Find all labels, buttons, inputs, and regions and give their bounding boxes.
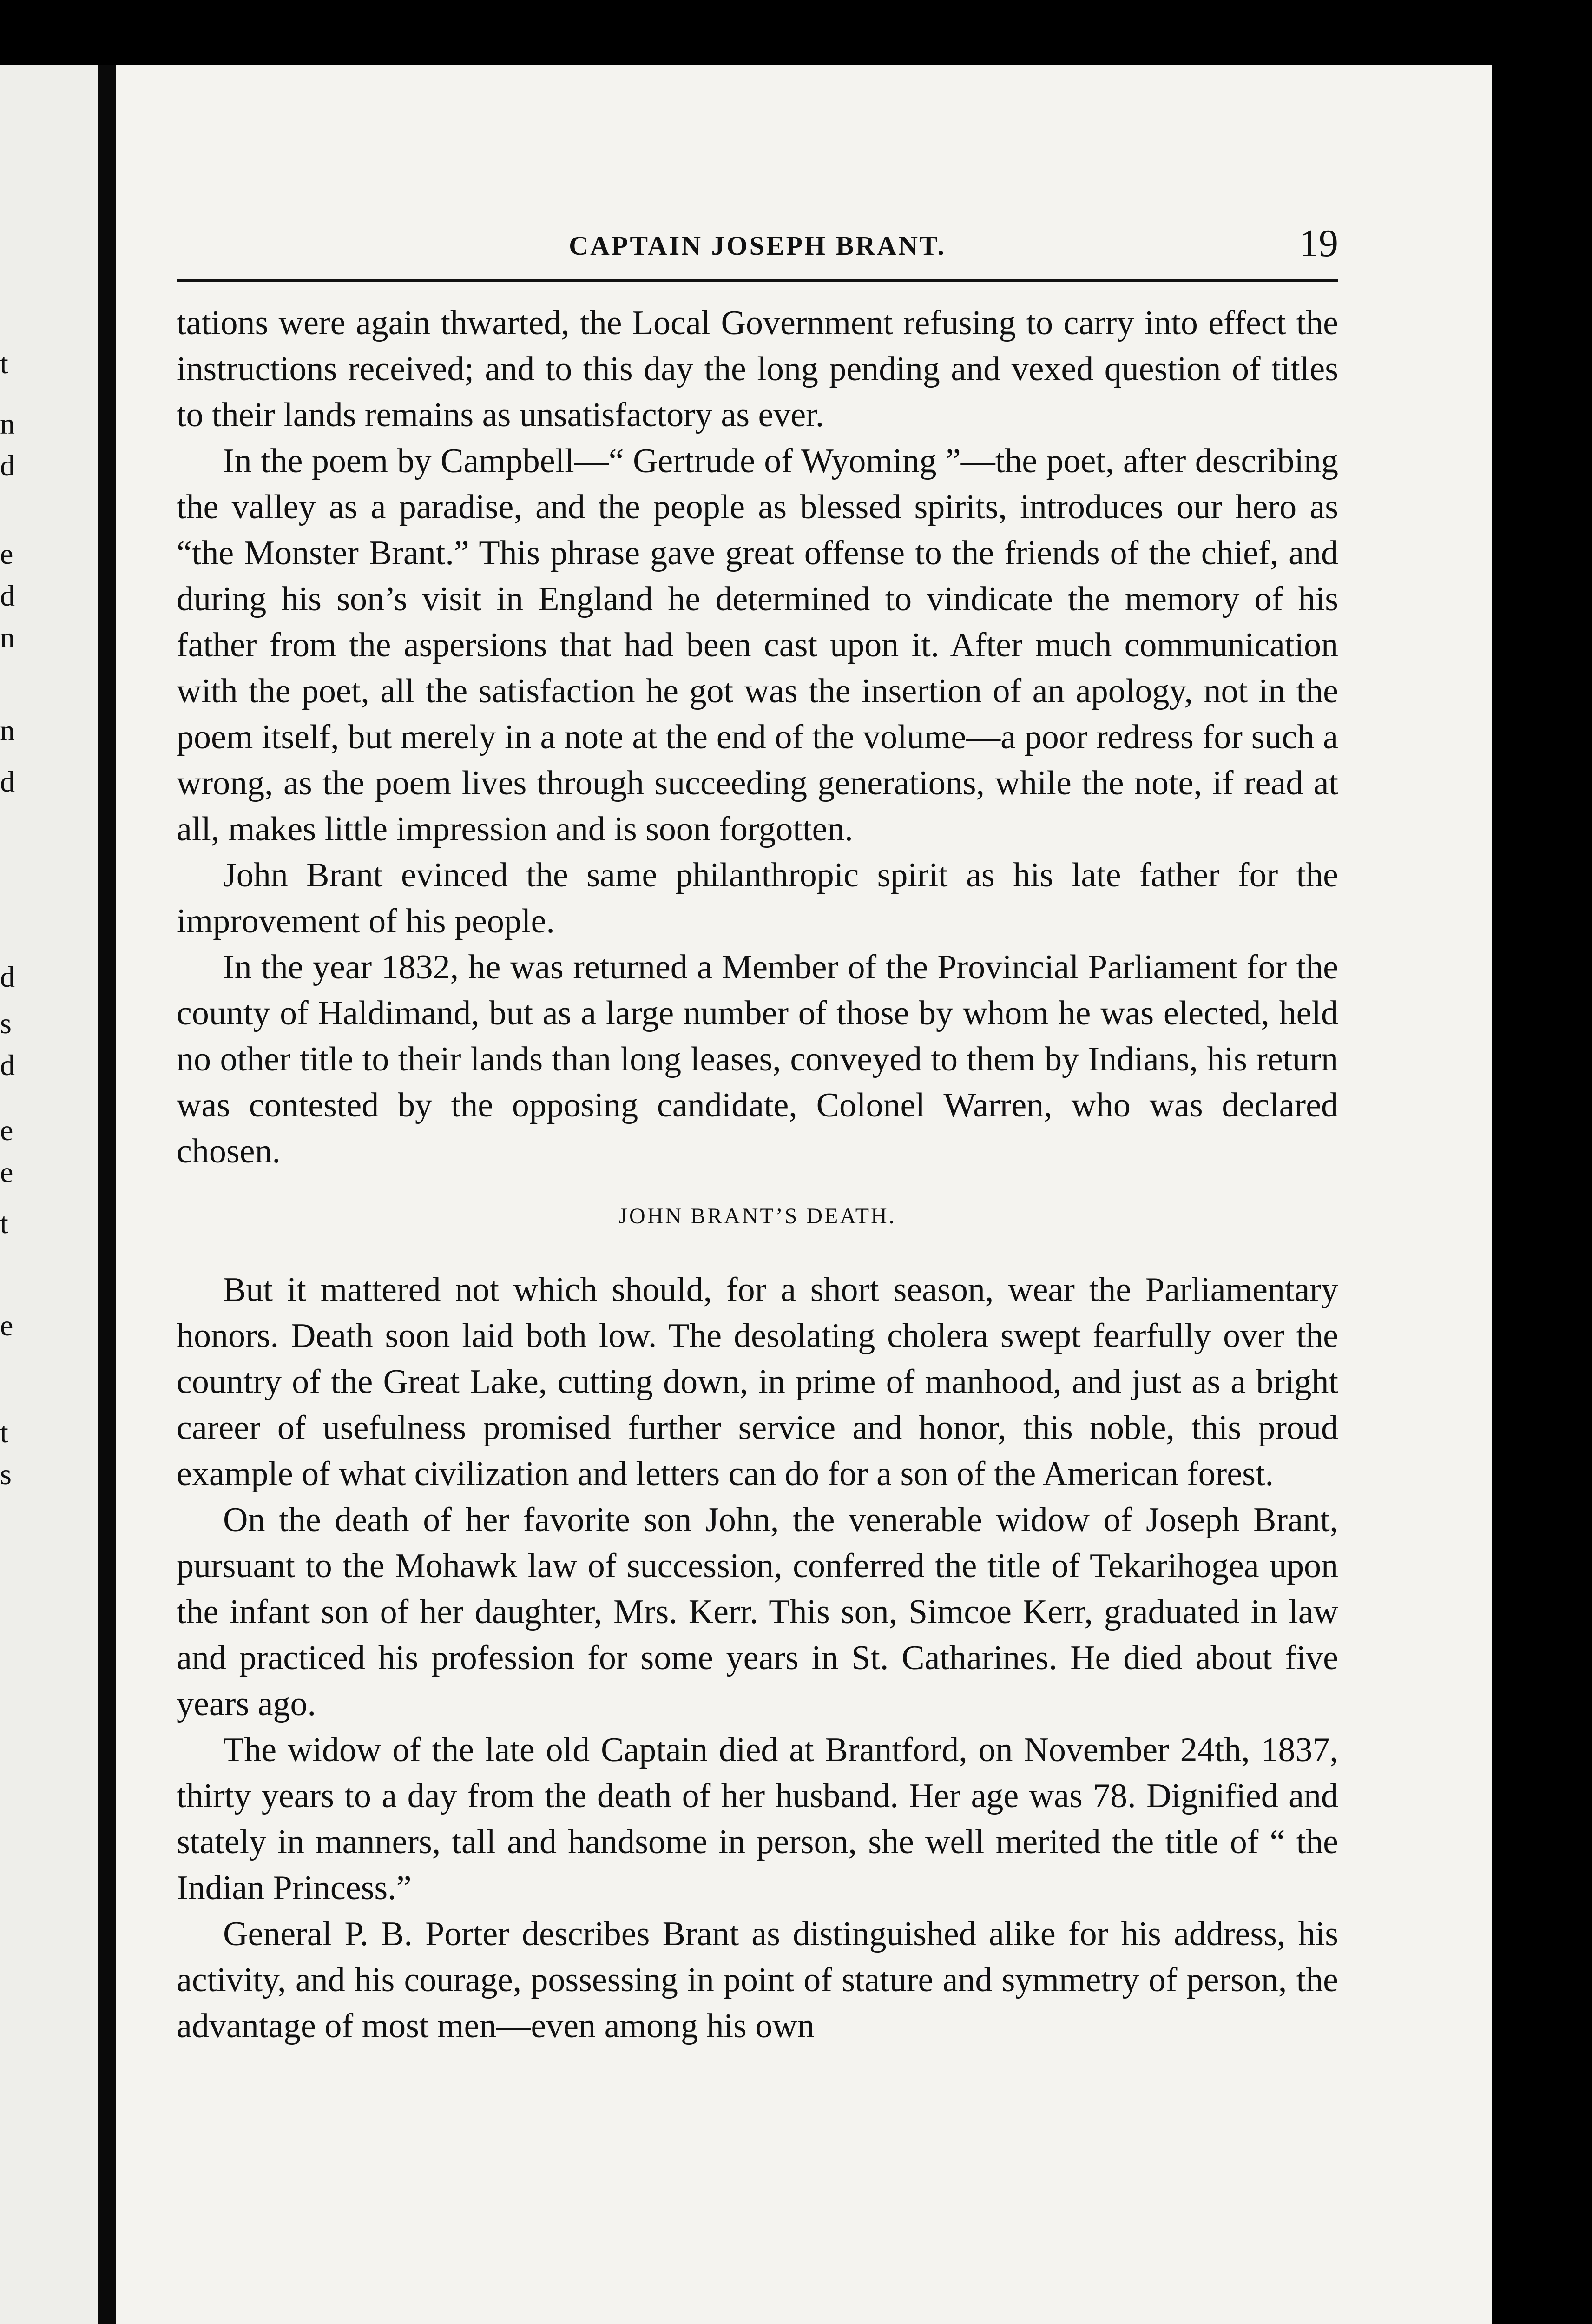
margin-fragment: s	[0, 1007, 12, 1040]
margin-fragment: t	[0, 1207, 8, 1240]
paragraph-widow-death: The widow of the late old Captain died at Brantford, on November 24th, 1837, thirty years to a day from the death of her husband. Her age was 78. Dignified and stately in manners, tall and handsome in person, she well merited the title of “ the Indian Princess.”	[177, 1731, 1338, 1907]
margin-fragment: d	[0, 449, 15, 482]
section-heading: JOHN BRANT’S DEATH.	[618, 1204, 896, 1228]
paragraph-john-brant-spirit: John Brant evinced the same philanthropic spirit as his late father for the improvement of his people.	[177, 856, 1338, 940]
margin-fragment: d	[0, 765, 15, 798]
page-content	[177, 205, 1338, 2049]
margin-fragment: d	[0, 960, 15, 993]
adjacent-page-strip	[0, 65, 98, 2324]
margin-fragment: n	[0, 714, 15, 747]
body-text	[177, 300, 1338, 2049]
page-number: 19	[1299, 222, 1338, 265]
scan-top-border	[0, 0, 1592, 65]
paragraph-provincial-parliament: In the year 1832, he was returned a Member of the Provincial Parliament for the county of Haldimand, but as a large number of those by whom he was elected, held no other title to their lands than long leases, conveyed to them by Indians, his return was contested by the opposing candidate, Colonel Warren, who was declared chosen.	[177, 948, 1338, 1170]
margin-fragment: t	[0, 347, 8, 380]
margin-fragment: e	[0, 1309, 13, 1342]
paragraph-cholera: But it mattered not which should, for a short season, wear the Parliamentary honors. Death soon laid both low. The desolating cholera swept fearfully over the country of the Great Lake, cutting down, in prime of manhood, and just as a bright career of usefulness promised further service and honor, this noble, this proud example of what civilization and letters can do for a son of the American forest.	[177, 1271, 1338, 1493]
paragraph-campbell-poem: In the poem by Campbell—“ Gertrude of Wyoming ”—the poet, after describing the valley as a paradise, and the people as blessed spirits, introduces our hero as “the Monster Brant.” This phrase gave great offense to the friends of the chief, and during his son’s visit in England he determined to vindicate the memory of his father from the aspersions that had been cast upon it. After much communication with the poet, all the satisfaction he got was the insertion of an apology, not in the poem itself, but merely in a note at the end of the volume—a poor redress for such a wrong, as the poem lives through succeeding generations, while the note, if read at all, makes little impression and is soon forgotten.	[177, 442, 1338, 848]
scan-right-border	[1492, 65, 1592, 2324]
margin-fragment: n	[0, 621, 15, 654]
paragraph-succession: On the death of her favorite son John, the venerable widow of Joseph Brant, pursuant to the Mohawk law of succession, conferred the title of Tekarihogea upon the infant son of her daughter, Mrs. Kerr. This son, Simcoe Kerr, graduated in law and practiced his profession for some years in St. Catharines. He died about five years ago.	[177, 1501, 1338, 1723]
binding-gutter	[98, 65, 116, 2324]
margin-fragment: e	[0, 1155, 13, 1188]
margin-fragment: s	[0, 1458, 12, 1491]
margin-fragment: e	[0, 537, 13, 570]
margin-fragment: e	[0, 1114, 13, 1147]
paragraph-porter-description: General P. B. Porter describes Brant as distinguished alike for his address, his activity, and his courage, possessing in point of stature and symmetry of person, the advantage of most men—even among his own	[177, 1915, 1338, 2045]
margin-fragment: n	[0, 407, 15, 440]
page-header	[177, 205, 1338, 282]
running-head: CAPTAIN JOSEPH BRANT.	[569, 231, 946, 261]
margin-fragment: d	[0, 579, 15, 612]
margin-fragment: t	[0, 1416, 8, 1449]
margin-fragment: d	[0, 1049, 15, 1082]
paragraph-continuation: tations were again thwarted, the Local Government refusing to carry into effect the instructions received; and to this day the long pending and vexed question of titles to their lands remains as unsatisfactory as ever.	[177, 304, 1338, 434]
book-page	[116, 65, 1492, 2324]
